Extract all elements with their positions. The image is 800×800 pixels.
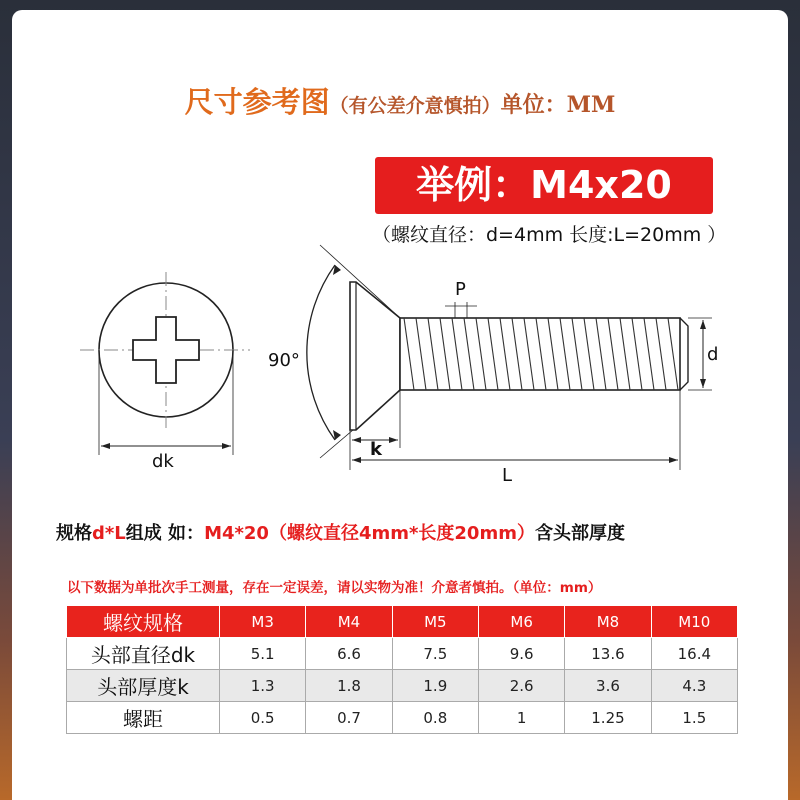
composition-suffix: 含头部厚度 [534,523,625,544]
table-cell: 1.5 [651,702,737,734]
table-cell: 1.25 [565,702,651,734]
composition-mid: 组成 如： [125,523,205,544]
example-banner: 举例：M4x20 [375,157,713,214]
head-height-label: k [370,439,382,460]
table-cell: 2.6 [478,670,564,702]
table-cell: 1 [478,702,564,734]
table-header-cell: M3 [220,606,306,638]
spec-table [66,605,738,734]
screw-side-view [307,245,712,470]
table-cell: 9.6 [478,638,564,670]
table-header-cell: M6 [478,606,564,638]
table-cell: 1.9 [392,670,478,702]
table-cell: 3.6 [565,670,651,702]
table-cell: 6.6 [306,638,392,670]
table-cell: 13.6 [565,638,651,670]
table-header-cell: M5 [392,606,478,638]
length-label: L [502,465,513,486]
row-label: 螺距 [67,702,220,734]
title-unit: 单位：MM [500,92,616,118]
dk-label: dk [152,451,174,472]
table-header-cell: M4 [306,606,392,638]
table-cell: 1.8 [306,670,392,702]
table-row [67,638,738,670]
composition-note [56,519,625,545]
table-cell: 0.8 [392,702,478,734]
composition-prefix: 规格 [56,523,92,544]
table-cell: 1.3 [220,670,306,702]
title-main: 尺寸参考图 [184,85,330,119]
screw-diagram [0,230,800,500]
table-header-cell: M8 [565,606,651,638]
composition-formula: d*L [92,523,126,544]
example-note: （螺纹直径：d=4mm 长度:L=20mm ） [372,224,727,246]
table-cell: 4.3 [651,670,737,702]
table-header-cell: M10 [651,606,737,638]
table-cell: 5.1 [220,638,306,670]
table-cell: 16.4 [651,638,737,670]
table-header-row [67,606,738,638]
page-title [0,80,800,121]
disclaimer: 以下数据为单批次手工测量，存在一定误差，请以实物为准！介意者慎拍。（单位：mm） [67,580,602,596]
table-row [67,702,738,734]
row-label: 头部直径dk [67,638,220,670]
table-cell: 0.7 [306,702,392,734]
table-cell: 7.5 [392,638,478,670]
pitch-label: P [455,279,466,300]
row-label: 头部厚度k [67,670,220,702]
table-header-label: 螺纹规格 [67,606,220,638]
diameter-label: d [707,344,719,365]
angle-label: 90° [268,350,300,371]
screw-head-front-view [80,272,250,455]
title-subtitle: （有公差介意慎拍） [329,95,501,117]
table-row [67,670,738,702]
composition-example: M4*20（螺纹直径4mm*长度20mm） [204,523,535,544]
table-cell: 0.5 [220,702,306,734]
